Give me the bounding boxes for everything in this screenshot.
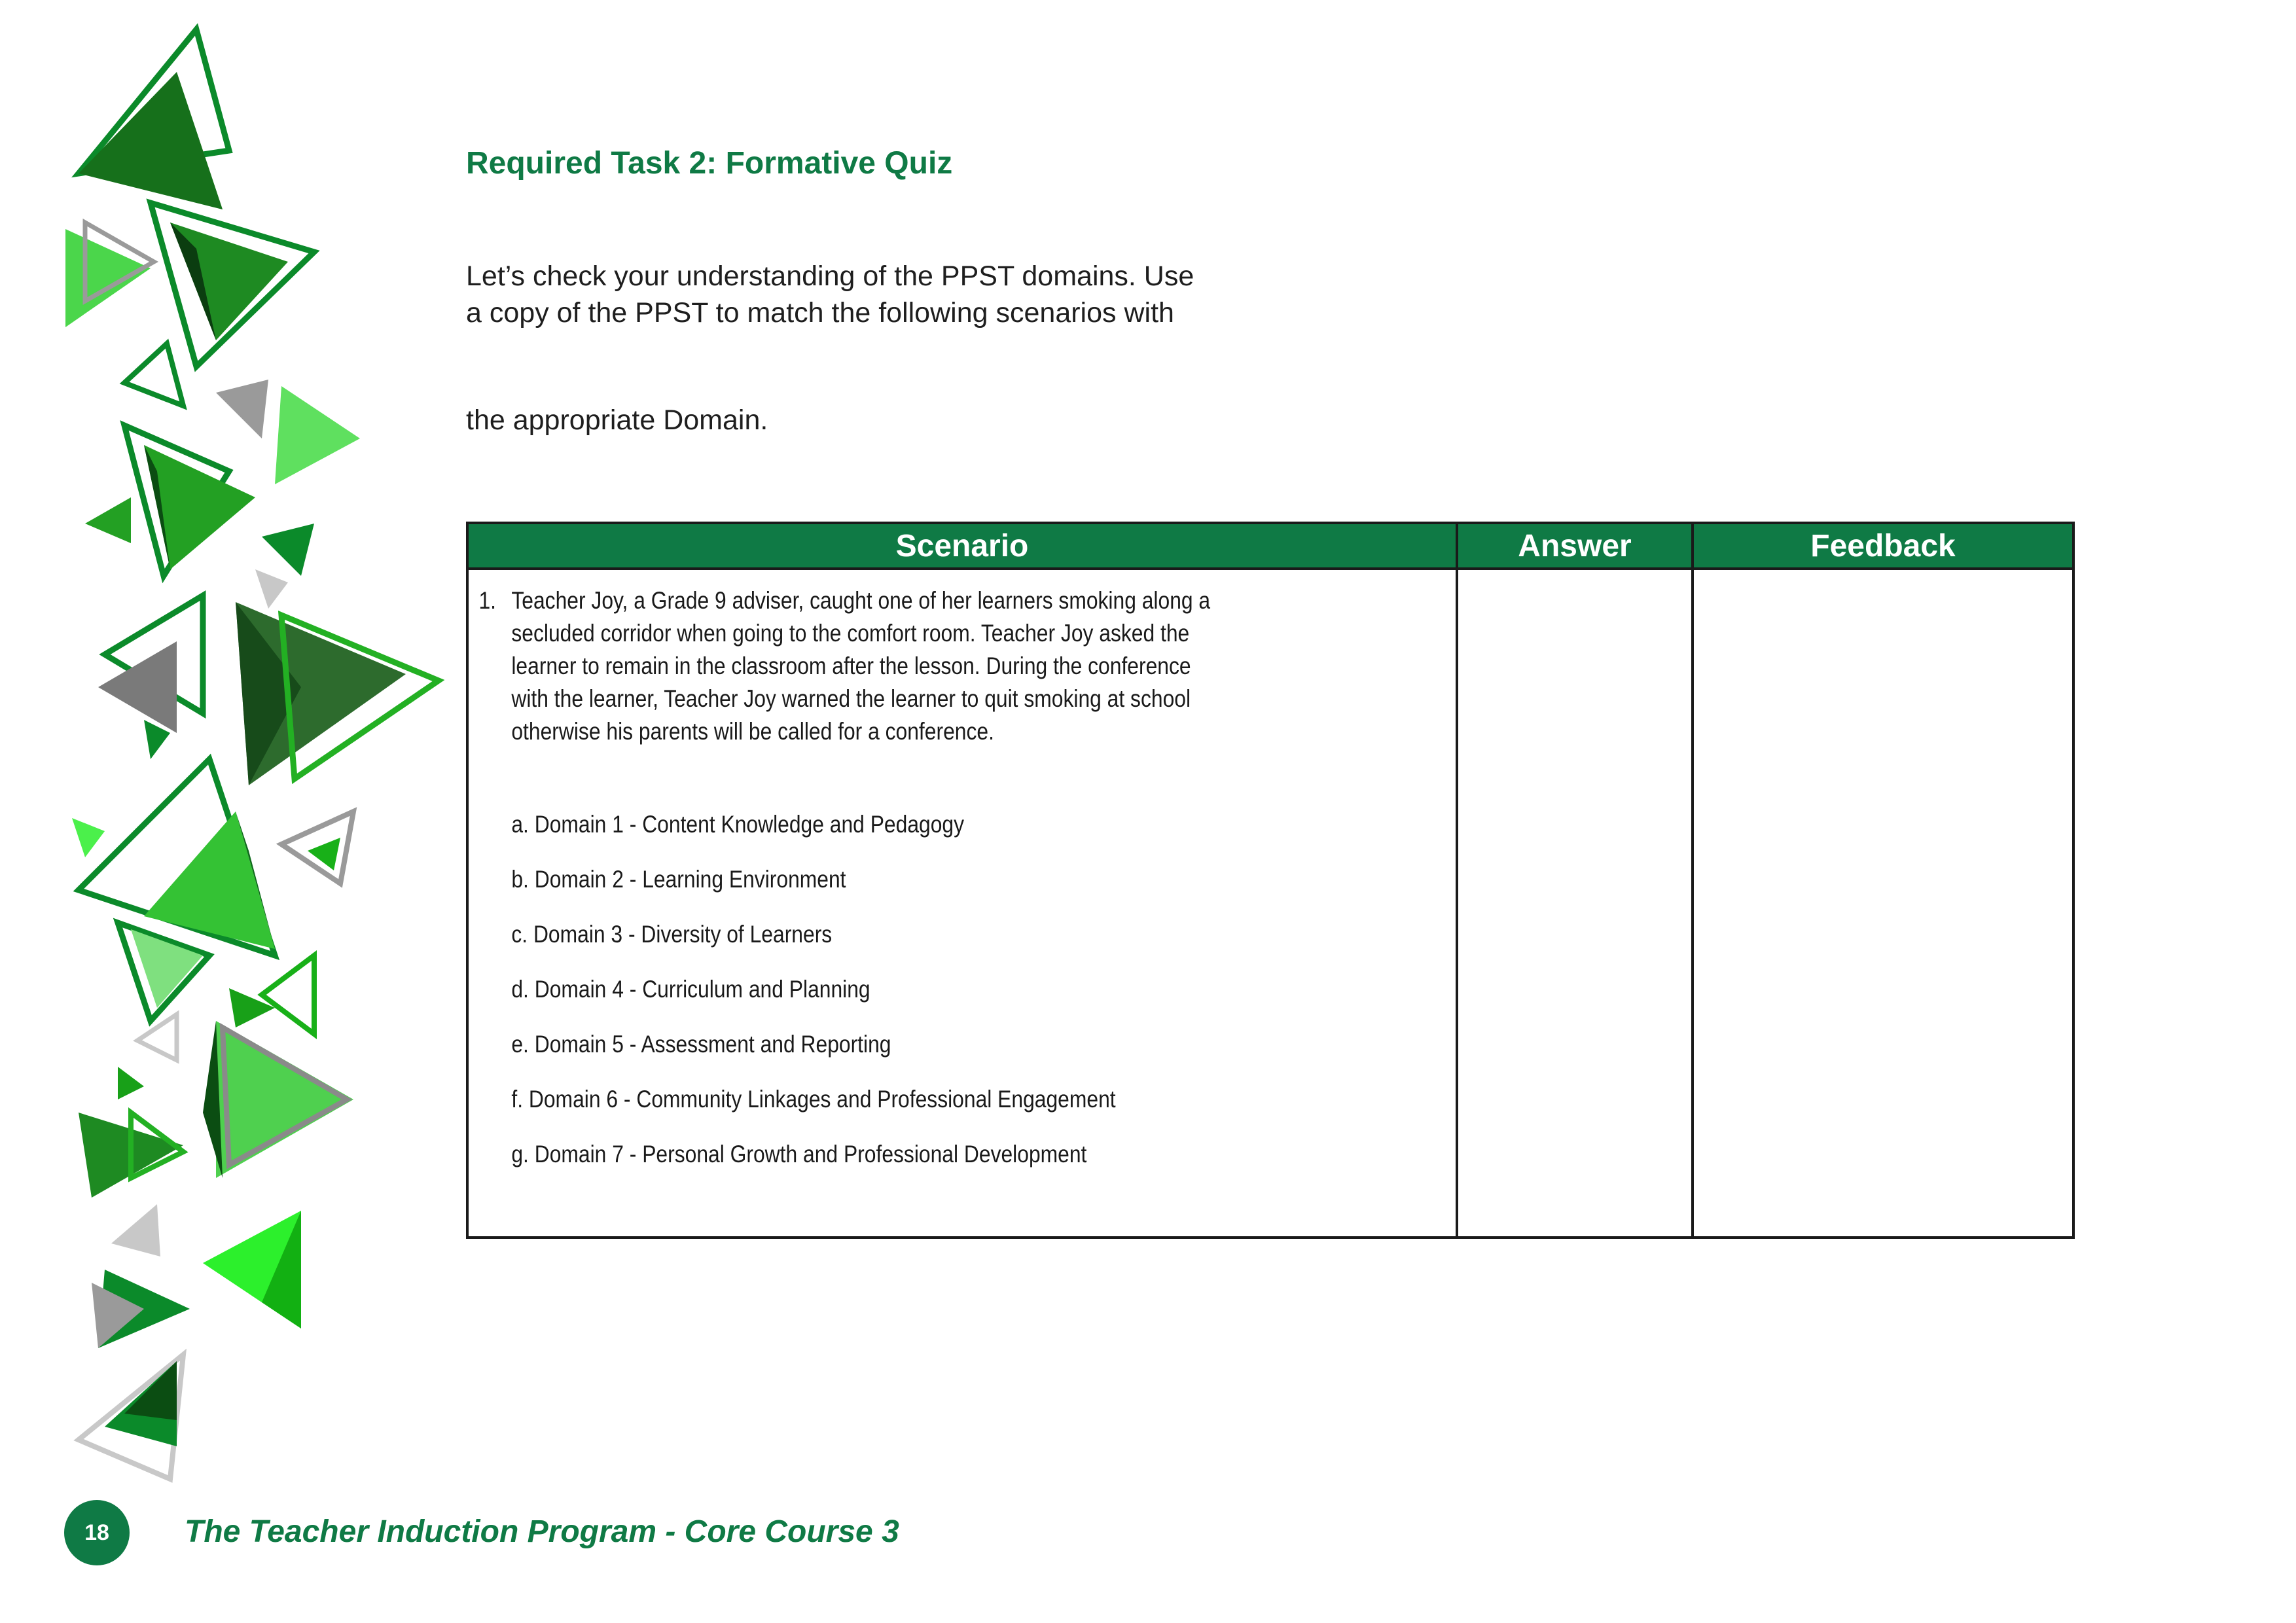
option-domain-6: f. Domain 6 - Community Linkages and Professional Engagement: [511, 1086, 1116, 1113]
option-domain-1: a. Domain 1 - Content Knowledge and Pedagogy: [511, 811, 965, 838]
answer-options: [511, 808, 1306, 1193]
scenario-cell: [467, 569, 1457, 1238]
question-line: Teacher Joy, a Grade 9 adviser, caught one of her learners smoking along a: [511, 587, 1211, 614]
option-domain-5: e. Domain 5 - Assessment and Reporting: [511, 1031, 891, 1058]
scenario-question: [478, 584, 1306, 748]
page-number-badge: [64, 1500, 130, 1565]
page-number: 18: [84, 1520, 109, 1545]
quiz-table: [466, 522, 2075, 1239]
option-domain-4: d. Domain 4 - Curriculum and Planning: [511, 976, 870, 1003]
option-domain-7: g. Domain 7 - Personal Growth and Professional Development: [511, 1141, 1087, 1168]
header-answer: Answer: [1457, 523, 1693, 569]
page-title: Required Task 2: Formative Quiz: [466, 146, 953, 181]
decorative-triangles-graphic: [0, 0, 471, 1518]
question-line: otherwise his parents will be called for a conference.: [511, 718, 994, 745]
intro-text: [466, 258, 1382, 331]
feedback-cell[interactable]: [1693, 569, 2073, 1238]
question-line: with the learner, Teacher Joy warned the learner to quit smoking at school: [511, 685, 1191, 712]
scenario-text: [469, 570, 1318, 1193]
option-domain-3: c. Domain 3 - Diversity of Learners: [511, 921, 833, 948]
question-text: [511, 584, 1306, 748]
table-header-row: [467, 523, 2073, 569]
header-scenario: Scenario: [467, 523, 1457, 569]
header-feedback: Feedback: [1693, 523, 2073, 569]
intro-last-line: the appropriate Domain.: [466, 404, 768, 436]
question-line: secluded corridor when going to the comfort room. Teacher Joy asked the: [511, 620, 1190, 647]
footer-course-title: The Teacher Induction Program - Core Course 3: [185, 1514, 899, 1549]
answer-cell[interactable]: [1457, 569, 1693, 1238]
question-line: learner to remain in the classroom after the lesson. During the conference: [511, 652, 1191, 679]
question-number: 1.: [478, 587, 497, 614]
intro-line-1: Let’s check your understanding of the PPST domains. Use: [466, 260, 1194, 292]
intro-line-2: a copy of the PPST to match the following scenarios with: [466, 297, 1174, 329]
option-domain-2: b. Domain 2 - Learning Environment: [511, 866, 846, 893]
table-row: [467, 569, 2073, 1238]
